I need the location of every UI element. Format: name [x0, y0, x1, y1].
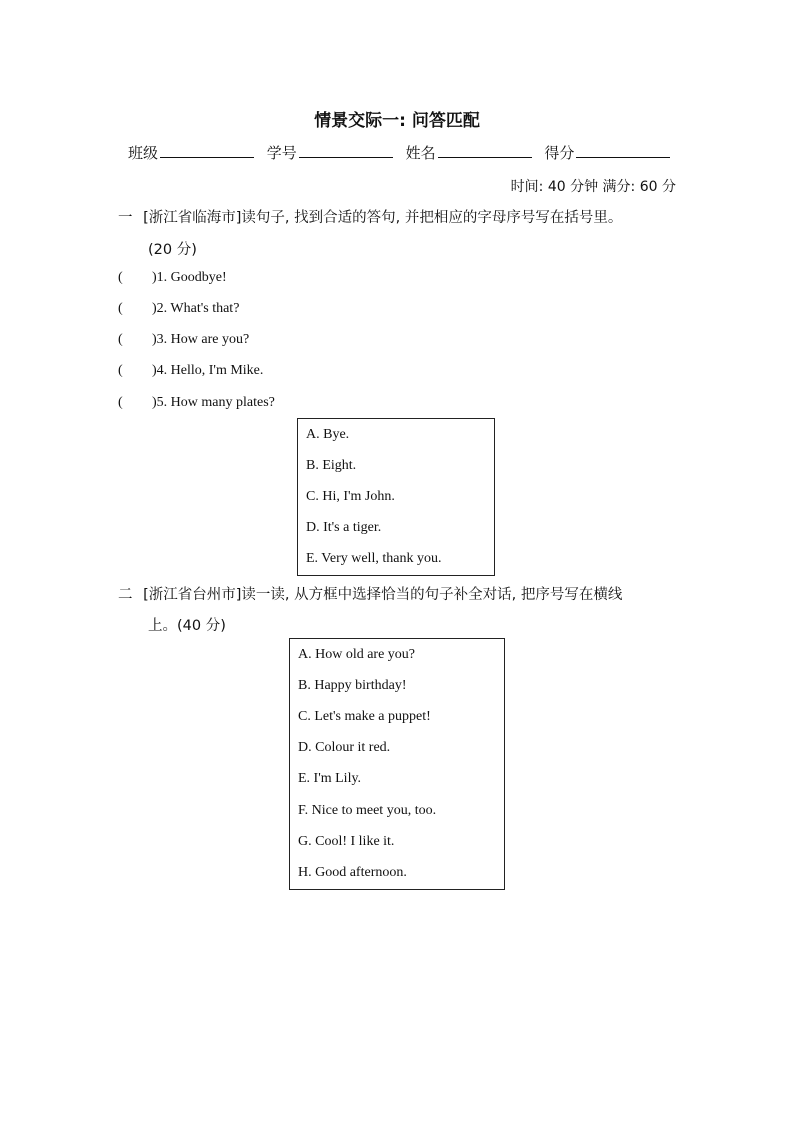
option-item: E. I'm Lily.	[298, 771, 362, 786]
option-item: C. Hi, I'm John.	[306, 489, 395, 504]
answer-paren[interactable]: (	[118, 270, 123, 285]
section2-points: 上。(40 分)	[148, 618, 226, 634]
question-text: )3. How are you?	[152, 332, 250, 347]
class-label: 班级	[128, 144, 159, 162]
option-item: B. Eight.	[306, 458, 357, 473]
question-row	[118, 363, 263, 379]
question-text: )5. How many plates?	[152, 395, 275, 410]
section1-points: (20 分)	[148, 242, 197, 258]
section2-instruction: [浙江省台州市]读一读, 从方框中选择恰当的句子补全对话, 把序号写在横线	[143, 587, 623, 603]
student-id-blank[interactable]	[299, 143, 393, 158]
section1-heading	[118, 206, 622, 227]
section2-options-box	[289, 638, 505, 890]
time-and-score-info: 时间: 40 分钟 满分: 60 分	[510, 179, 676, 195]
option-item: A. Bye.	[306, 427, 350, 442]
option-item: D. It's a tiger.	[306, 520, 382, 535]
question-row	[118, 395, 275, 411]
option-item: D. Colour it red.	[298, 740, 391, 755]
student-info-line	[128, 142, 678, 163]
name-label: 姓名	[405, 144, 436, 162]
answer-paren[interactable]: (	[118, 332, 123, 347]
option-item: H. Good afternoon.	[298, 865, 407, 880]
name-field	[406, 142, 532, 163]
option-item: A. How old are you?	[298, 647, 416, 662]
option-item: B. Happy birthday!	[298, 678, 407, 693]
option-item: F. Nice to meet you, too.	[298, 803, 437, 818]
student-id-field	[267, 142, 393, 163]
question-text: )1. Goodbye!	[152, 270, 227, 285]
name-blank[interactable]	[438, 143, 532, 158]
worksheet-title: 情景交际一: 问答匹配	[314, 111, 480, 131]
student-id-label: 学号	[266, 144, 297, 162]
score-blank[interactable]	[576, 143, 670, 158]
answer-paren[interactable]: (	[118, 363, 123, 378]
option-item: E. Very well, thank you.	[306, 551, 442, 566]
question-row	[118, 332, 249, 348]
class-blank[interactable]	[160, 143, 254, 158]
score-label: 得分	[544, 144, 575, 162]
section1-options-box	[297, 418, 495, 576]
section1-instruction: [浙江省临海市]读句子, 找到合适的答句, 并把相应的字母序号写在括号里。	[143, 210, 623, 226]
section1-number: 一	[118, 210, 133, 226]
class-field	[128, 142, 254, 163]
answer-paren[interactable]: (	[118, 395, 123, 410]
question-text: )2. What's that?	[152, 301, 240, 316]
score-field	[544, 142, 670, 163]
section2-heading	[118, 583, 622, 604]
option-item: C. Let's make a puppet!	[298, 709, 431, 724]
section2-number: 二	[118, 587, 133, 603]
question-text: )4. Hello, I'm Mike.	[152, 363, 264, 378]
option-item: G. Cool! I like it.	[298, 834, 395, 849]
question-row	[118, 270, 227, 286]
question-row	[118, 301, 239, 317]
answer-paren[interactable]: (	[118, 301, 123, 316]
